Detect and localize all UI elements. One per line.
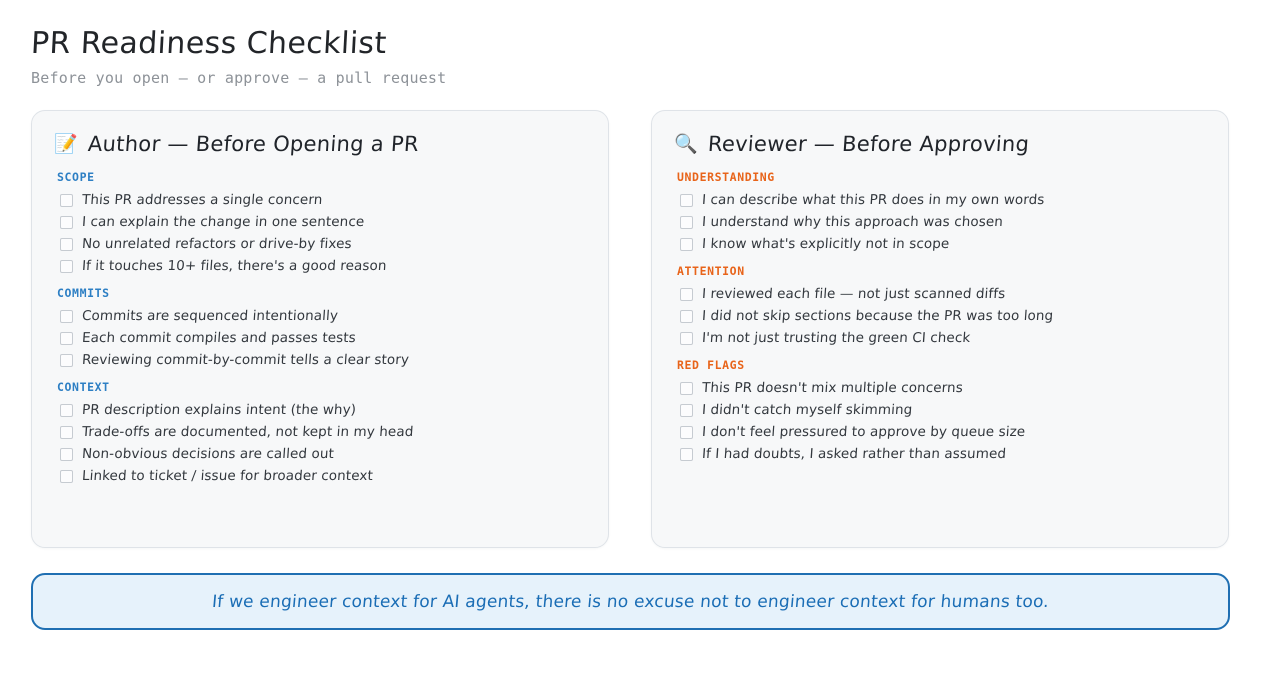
list-item-label: This PR addresses a single concern [81, 192, 323, 208]
page-subtitle: Before you open — or approve — a pull request [31, 69, 447, 87]
memo-icon: 📝 [54, 133, 78, 155]
list-item-label: I did not skip sections because the PR was too long [701, 308, 1054, 324]
checkbox-icon[interactable] [60, 216, 73, 229]
list-item[interactable] [680, 421, 1208, 443]
list-item-label: If it touches 10+ files, there's a good reason [81, 258, 388, 274]
section-red-flags-items [672, 377, 1208, 465]
list-item-label: I understand why this approach was chosen [701, 214, 1004, 230]
checkbox-icon[interactable] [680, 448, 693, 461]
section-label-red-flags: RED FLAGS [677, 358, 745, 372]
checkbox-icon[interactable] [680, 382, 693, 395]
magnifying-glass-icon: 🔍 [674, 133, 698, 155]
list-item[interactable] [680, 399, 1208, 421]
checkbox-icon[interactable] [60, 448, 73, 461]
card-reviewer-header [674, 127, 1208, 161]
list-item-label: Commits are sequenced intentionally [81, 308, 339, 324]
section-label-scope: SCOPE [57, 170, 95, 184]
section-label-understanding: UNDERSTANDING [677, 170, 775, 184]
list-item[interactable] [680, 211, 1208, 233]
list-item-label: No unrelated refactors or drive-by fixes [81, 236, 353, 252]
list-item[interactable] [60, 327, 588, 349]
list-item[interactable] [680, 443, 1208, 465]
section-label-commits: COMMITS [57, 286, 110, 300]
list-item-label: I know what's explicitly not in scope [701, 236, 950, 252]
list-item-label: I didn't catch myself skimming [701, 402, 913, 418]
card-author-title: Author — Before Opening a PR [87, 132, 420, 156]
list-item-label: This PR doesn't mix multiple concerns [701, 380, 964, 396]
section-scope-items [52, 189, 588, 277]
checkbox-icon[interactable] [60, 332, 73, 345]
section-commits-items [52, 305, 588, 371]
section-commits [52, 285, 588, 371]
list-item[interactable] [60, 443, 588, 465]
list-item[interactable] [680, 283, 1208, 305]
card-author-header [54, 127, 588, 161]
footer-banner-text: If we engineer context for AI agents, there is no excuse not to engineer context for humans too. [211, 591, 1050, 612]
list-item-label: I can describe what this PR does in my own words [701, 192, 1046, 208]
list-item[interactable] [680, 305, 1208, 327]
checklist-cards [31, 110, 1230, 548]
checkbox-icon[interactable] [60, 260, 73, 273]
list-item[interactable] [60, 211, 588, 233]
checkbox-icon[interactable] [680, 426, 693, 439]
list-item-label: If I had doubts, I asked rather than assumed [701, 446, 1007, 462]
list-item-label: Reviewing commit-by-commit tells a clear story [81, 352, 410, 368]
list-item[interactable] [60, 233, 588, 255]
page-title: PR Readiness Checklist [30, 26, 388, 61]
checkbox-icon[interactable] [60, 310, 73, 323]
list-item-label: I can explain the change in one sentence [81, 214, 365, 230]
section-understanding [672, 169, 1208, 255]
list-item[interactable] [60, 189, 588, 211]
list-item-label: I don't feel pressured to approve by queue size [701, 424, 1026, 440]
card-author [31, 110, 609, 548]
page-header [31, 26, 1231, 88]
section-scope [52, 169, 588, 277]
list-item-label: Non-obvious decisions are called out [81, 446, 335, 462]
checkbox-icon[interactable] [60, 354, 73, 367]
checkbox-icon[interactable] [680, 238, 693, 251]
footer-banner [31, 573, 1230, 630]
card-reviewer [651, 110, 1229, 548]
checkbox-icon[interactable] [680, 310, 693, 323]
section-context-items [52, 399, 588, 487]
checkbox-icon[interactable] [60, 194, 73, 207]
list-item[interactable] [680, 327, 1208, 349]
section-attention [672, 263, 1208, 349]
list-item-label: Trade-offs are documented, not kept in my head [81, 424, 414, 440]
list-item[interactable] [680, 377, 1208, 399]
checkbox-icon[interactable] [680, 404, 693, 417]
checkbox-icon[interactable] [60, 426, 73, 439]
list-item-label: I reviewed each file — not just scanned diffs [701, 286, 1006, 302]
list-item-label: PR description explains intent (the why) [81, 402, 357, 418]
checkbox-icon[interactable] [60, 470, 73, 483]
list-item-label: Linked to ticket / issue for broader context [81, 468, 374, 484]
section-context [52, 379, 588, 487]
section-understanding-items [672, 189, 1208, 255]
list-item[interactable] [60, 349, 588, 371]
list-item[interactable] [60, 305, 588, 327]
checkbox-icon[interactable] [680, 332, 693, 345]
list-item[interactable] [680, 233, 1208, 255]
card-reviewer-title: Reviewer — Before Approving [707, 132, 1031, 156]
list-item-label: I'm not just trusting the green CI check [701, 330, 971, 346]
list-item-label: Each commit compiles and passes tests [81, 330, 357, 346]
section-label-context: CONTEXT [57, 380, 110, 394]
list-item[interactable] [60, 465, 588, 487]
list-item[interactable] [60, 255, 588, 277]
list-item[interactable] [680, 189, 1208, 211]
list-item[interactable] [60, 421, 588, 443]
section-attention-items [672, 283, 1208, 349]
section-label-attention: ATTENTION [677, 264, 745, 278]
checkbox-icon[interactable] [60, 404, 73, 417]
checkbox-icon[interactable] [680, 288, 693, 301]
checkbox-icon[interactable] [60, 238, 73, 251]
checkbox-icon[interactable] [680, 194, 693, 207]
checkbox-icon[interactable] [680, 216, 693, 229]
section-red-flags [672, 357, 1208, 465]
list-item[interactable] [60, 399, 588, 421]
